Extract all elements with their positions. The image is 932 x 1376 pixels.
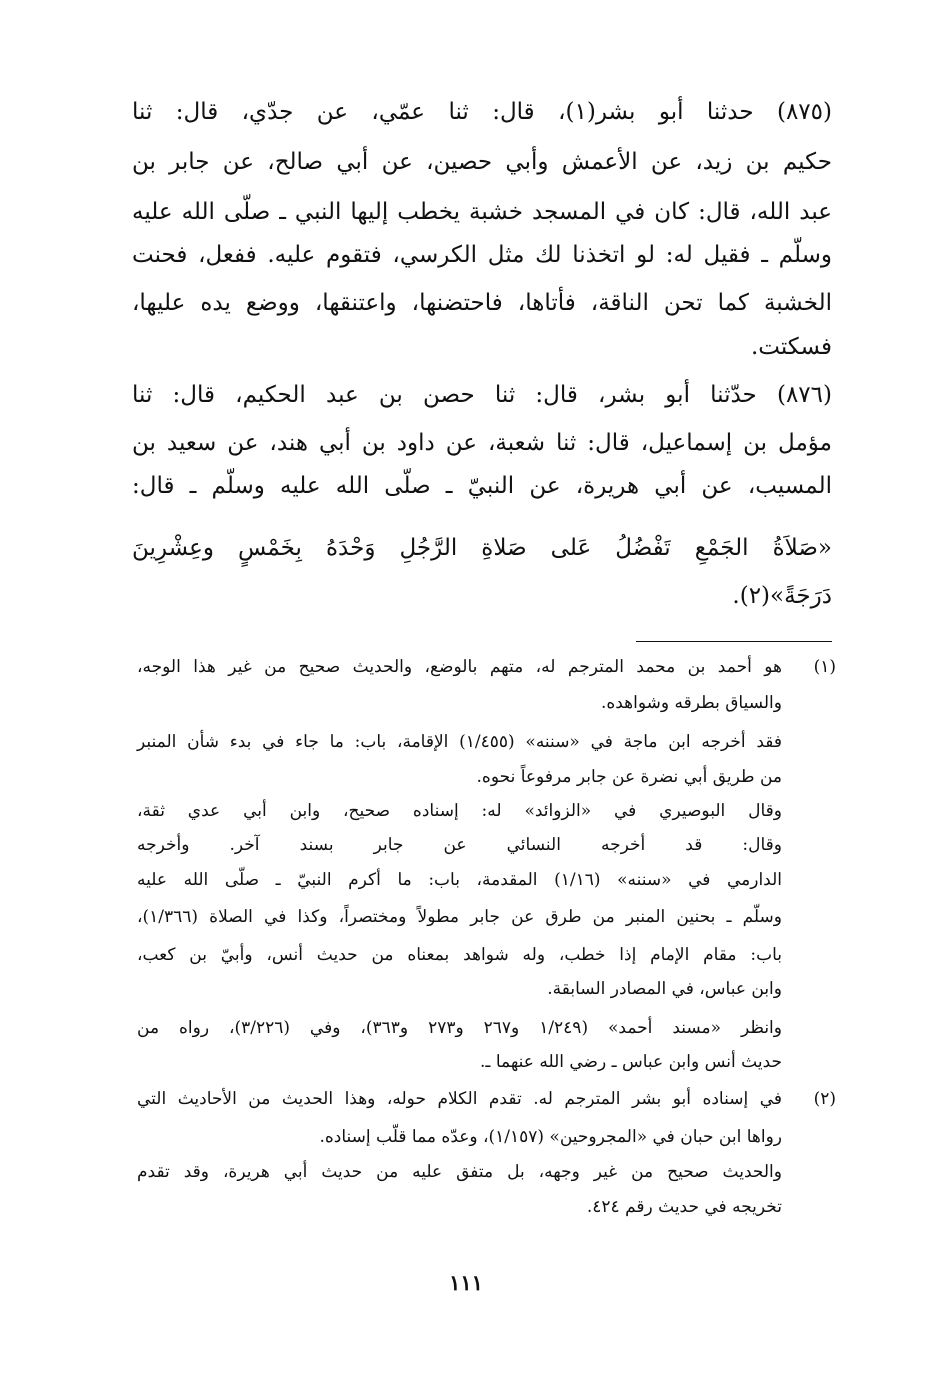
footnote-line: في إسناده أبو بشر المترجم له. تقدم الكلام حوله، وهذا الحديث من الأحاديث التي — [137, 1089, 782, 1109]
footnote-line: وسلّم ـ بحنين المنبر من طرق عن جابر مطولاً ومختصراً، وكذا في الصلاة (١/٣٦٦)، — [137, 907, 782, 927]
page-number: ١١١ — [449, 1270, 483, 1295]
text-line: فسكتت. — [750, 334, 832, 360]
footnote-line: والحديث صحيح من غير وجهه، بل متفق عليه من حديث أبي هريرة، وقد تقدم — [137, 1162, 782, 1182]
footnote-number: (٢) — [813, 1089, 836, 1109]
text-line: عبد الله، قال: كان في المسجد خشبة يخطب إليها النبي ـ صلّى الله عليه — [132, 199, 832, 225]
footnote-line: وقال البوصيري في «الزوائد» له: إسناده صحيح، وابن أبي عدي ثقة، — [137, 801, 782, 821]
text-line: مؤمل بن إسماعيل، قال: ثنا شعبة، عن داود بن أبي هند، عن سعيد بن — [132, 430, 832, 456]
footnote-line: تخريجه في حديث رقم ٤٢٤. — [586, 1197, 782, 1217]
footnote-line: من طريق أبي نضرة عن جابر مرفوعاً نحوه. — [476, 767, 782, 787]
footnote-line: باب: مقام الإمام إذا خطب، وله شواهد بمعناه من حديث أنس، وأبيّ بن كعب، — [137, 945, 782, 965]
footnote-line: الدارمي في «سننه» (١/١٦) المقدمة، باب: ما أكرم النبيّ ـ صلّى الله عليه — [137, 870, 782, 890]
text-line: (٨٧٥) حدثنا أبو بشر(١)، قال: ثنا عمّي، عن جدّي، قال: ثنا — [132, 99, 832, 125]
footnote-line: والسياق بطرقه وشواهده. — [600, 693, 782, 713]
text-line: المسيب، عن أبي هريرة، عن النبيّ ـ صلّى الله عليه وسلّم ـ قال: — [132, 473, 832, 499]
footnote-line: فقد أخرجه ابن ماجة في «سننه» (١/٤٥٥) الإقامة، باب: ما جاء في بدء شأن المنبر — [137, 732, 782, 752]
footnote-line: وقال: قد أخرجه النسائي عن جابر بسند آخر. وأخرجه — [137, 835, 782, 855]
footnote-separator — [636, 641, 832, 642]
footnote-line: وانظر «مسند أحمد» (١/٢٤٩ و٢٦٧ و٢٧٣ و٣٦٣)، وفي (٣/٢٢٦)، رواه من — [137, 1018, 782, 1038]
footnote-number: (١) — [813, 657, 836, 677]
hadith-quote-line: «صَلاَةُ الجَمْعِ تَفْضُلُ عَلى صَلاةِ الرَّجُلِ وَحْدَهُ بِخَمْسٍ وعِشْرِينَ — [132, 535, 832, 561]
footnote-line: رواها ابن حبان في «المجروحين» (١/١٥٧)، وعدّه مما قلّب إسناده. — [319, 1127, 782, 1147]
footnote-line: هو أحمد بن محمد المترجم له، متهم بالوضع، والحديث صحيح من غير هذا الوجه، — [137, 657, 782, 677]
text-line: وسلّم ـ فقيل له: لو اتخذنا لك مثل الكرسي، فتقوم عليه. ففعل، فحنت — [132, 242, 832, 268]
text-line: حكيم بن زيد، عن الأعمش وأبي حصين، عن أبي صالح، عن جابر بن — [132, 149, 832, 175]
text-line: (٨٧٦) حدّثنا أبو بشر، قال: ثنا حصن بن عبد الحكيم، قال: ثنا — [132, 382, 832, 408]
text-line: الخشبة كما تحن الناقة، فأتاها، فاحتضنها، واعتنقها، ووضع يده عليها، — [132, 290, 832, 316]
footnote-line: وابن عباس، في المصادر السابقة. — [547, 979, 782, 999]
hadith-quote-line: دَرَجَةً»(٢). — [732, 583, 832, 609]
footnote-line: حديث أنس وابن عباس ـ رضي الله عنهما ـ. — [480, 1052, 782, 1072]
